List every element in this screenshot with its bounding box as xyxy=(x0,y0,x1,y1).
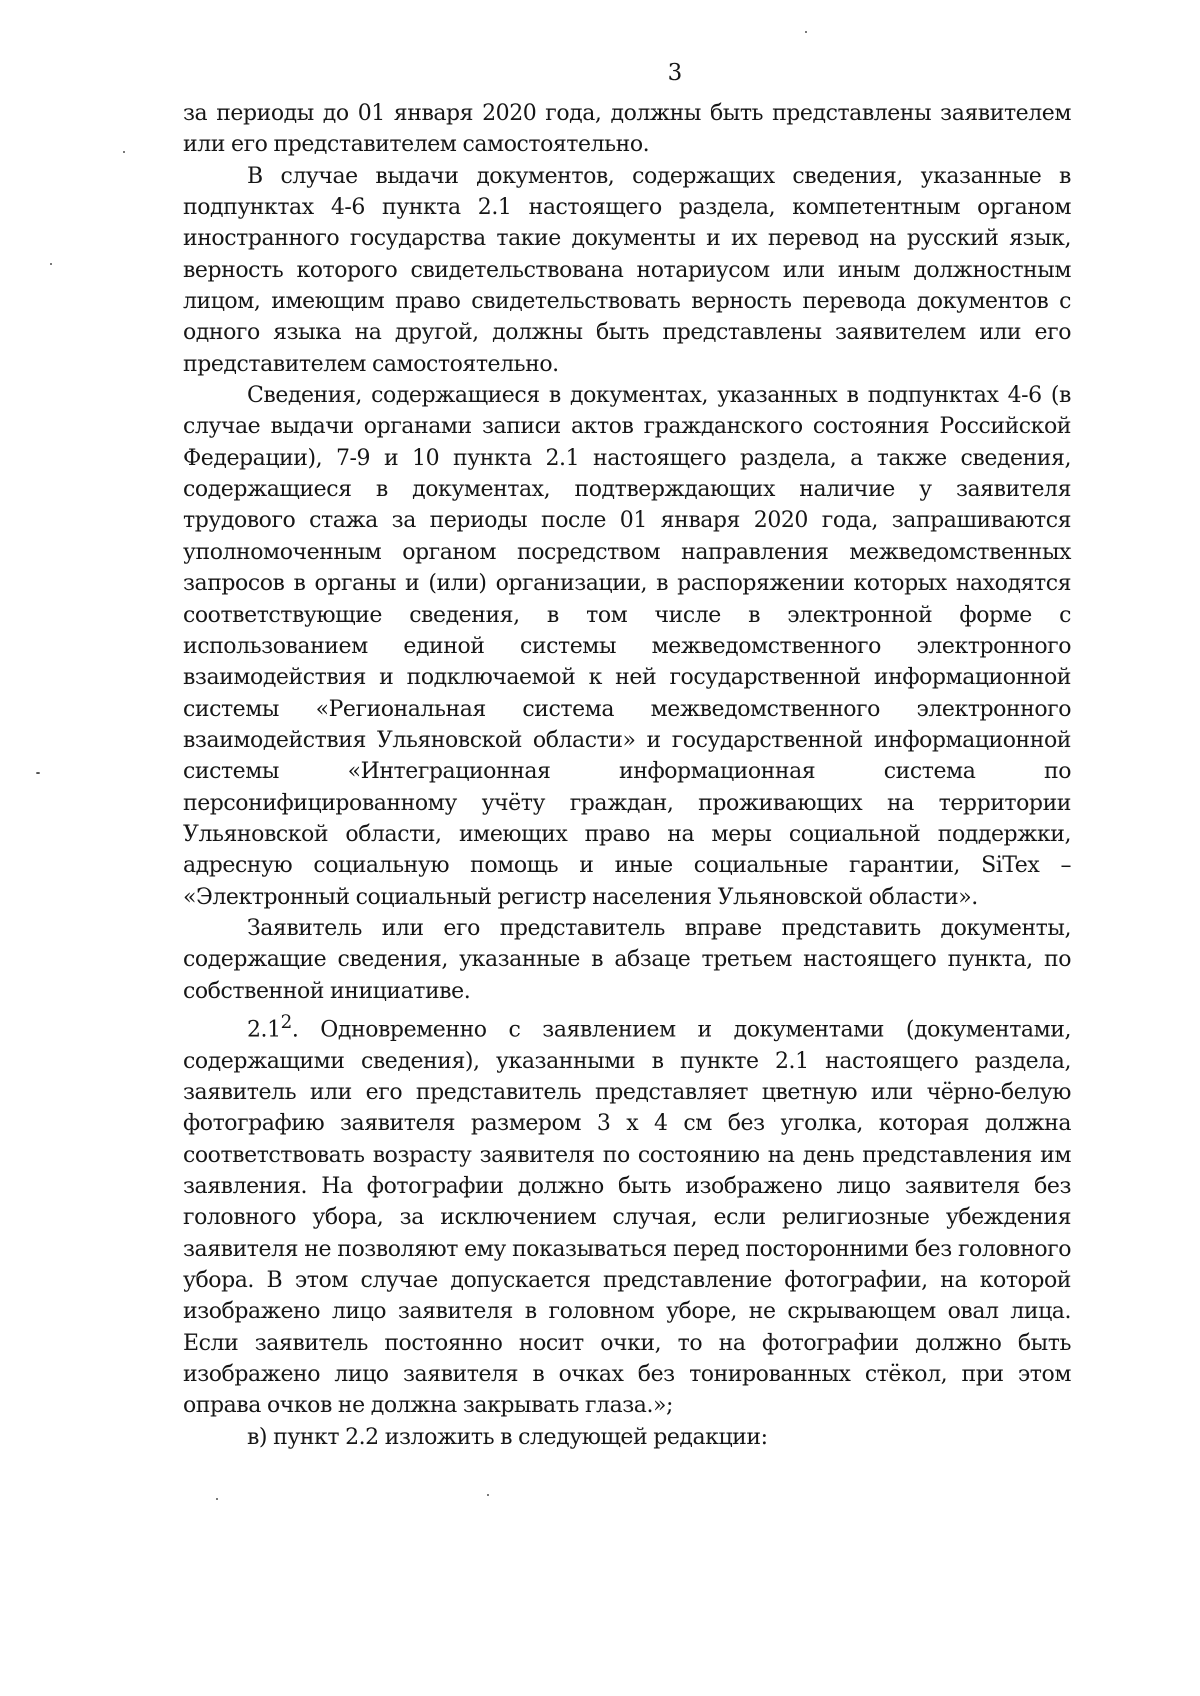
scan-speck xyxy=(805,31,807,33)
paragraph-continuation: за периоды до 01 января 2020 года, должны быть представлены заявителем или его представителем самостоятельно. xyxy=(183,101,1071,158)
paragraph-interagency-requests: Сведения, содержащиеся в документах, указанных в подпунктах 4-6 (в случае выдачи органами записи актов гражданского состояния Российской Федерации), 7-9 и 10 пункта 2.1 настоящего раздела, а также сведения, содержащиеся в документах, подтверждающих наличие у заявителя трудового стажа за периоды после 01 января 2020 года, запрашиваются уполномоченным органом посредством направления межведомственных запросов в органы и (или) организации, в распоряжении которых находятся соответствующие сведения, в том числе в электронной форме с использованием единой системы межведомственного электронного взаимодействия и подключаемой к ней государственной информационной системы «Региональная система межведомственного электронного взаимодействия Ульяновской области» и государственной информационной системы «Интеграционная информационная система по персонифицированному учёту граждан, проживающих на территории Ульяновской области, имеющих право на меры социальной поддержки, адресную социальную помощь и иные социальные гарантии, SiTex – «Электронный социальный регистр населения Ульяновской области». xyxy=(183,383,1071,910)
section-superscript: 2 xyxy=(280,1011,292,1033)
scan-speck xyxy=(216,1498,218,1500)
paragraph-amendment: в) пункт 2.2 изложить в следующей редакции: xyxy=(247,1424,768,1450)
page-number: 3 xyxy=(667,60,683,86)
scan-speck xyxy=(487,1494,489,1496)
paragraph-foreign-documents: В случае выдачи документов, содержащих сведения, указанные в подпунктах 4-6 пункта 2.1 настоящего раздела, компетентным органом иностранного государства такие документы и их перевод на русский язык, верность которого свидетельствована нотариусом или иным должностным лицом, имеющим право свидетельствовать верность перевода документов с одного языка на другой, должны быть представлены заявителем или его представителем самостоятельно. xyxy=(183,163,1071,377)
scan-speck xyxy=(36,772,40,774)
document-body xyxy=(183,98,1071,1453)
section-number: 2.1 xyxy=(247,1017,281,1043)
section-text: . Одновременно с заявлением и документами (документами, содержащими сведения), указанными в пункте 2.1 настоящего раздела, заявитель или его представитель представляет цветную или чёрно-белую фотографию заявителя размером 3 х 4 см без уголка, которая должна соответствовать возрасту заявителя по состоянию на день представления им заявления. На фотографии должно быть изображено лицо заявителя без головного убора, за исключением случая, если религиозные убеждения заявителя не позволяют ему показываться перед посторонними без головного убора. В этом случае допускается представление фотографии, на которой изображено лицо заявителя в головном уборе, не скрывающем овал лица. Если заявитель постоянно носит очки, то на фотографии должно быть изображено лицо заявителя в очках без тонированных стёкол, при этом оправа очков не должна закрывать глаза.»; xyxy=(183,1017,1071,1419)
paragraph-own-initiative: Заявитель или его представитель вправе представить документы, содержащие сведения, указанные в абзаце третьем настоящего пункта, по собственной инициативе. xyxy=(183,915,1071,1004)
scan-speck xyxy=(50,263,52,265)
paragraph-photo-requirements xyxy=(183,1007,1071,1422)
scan-speck xyxy=(123,151,125,153)
